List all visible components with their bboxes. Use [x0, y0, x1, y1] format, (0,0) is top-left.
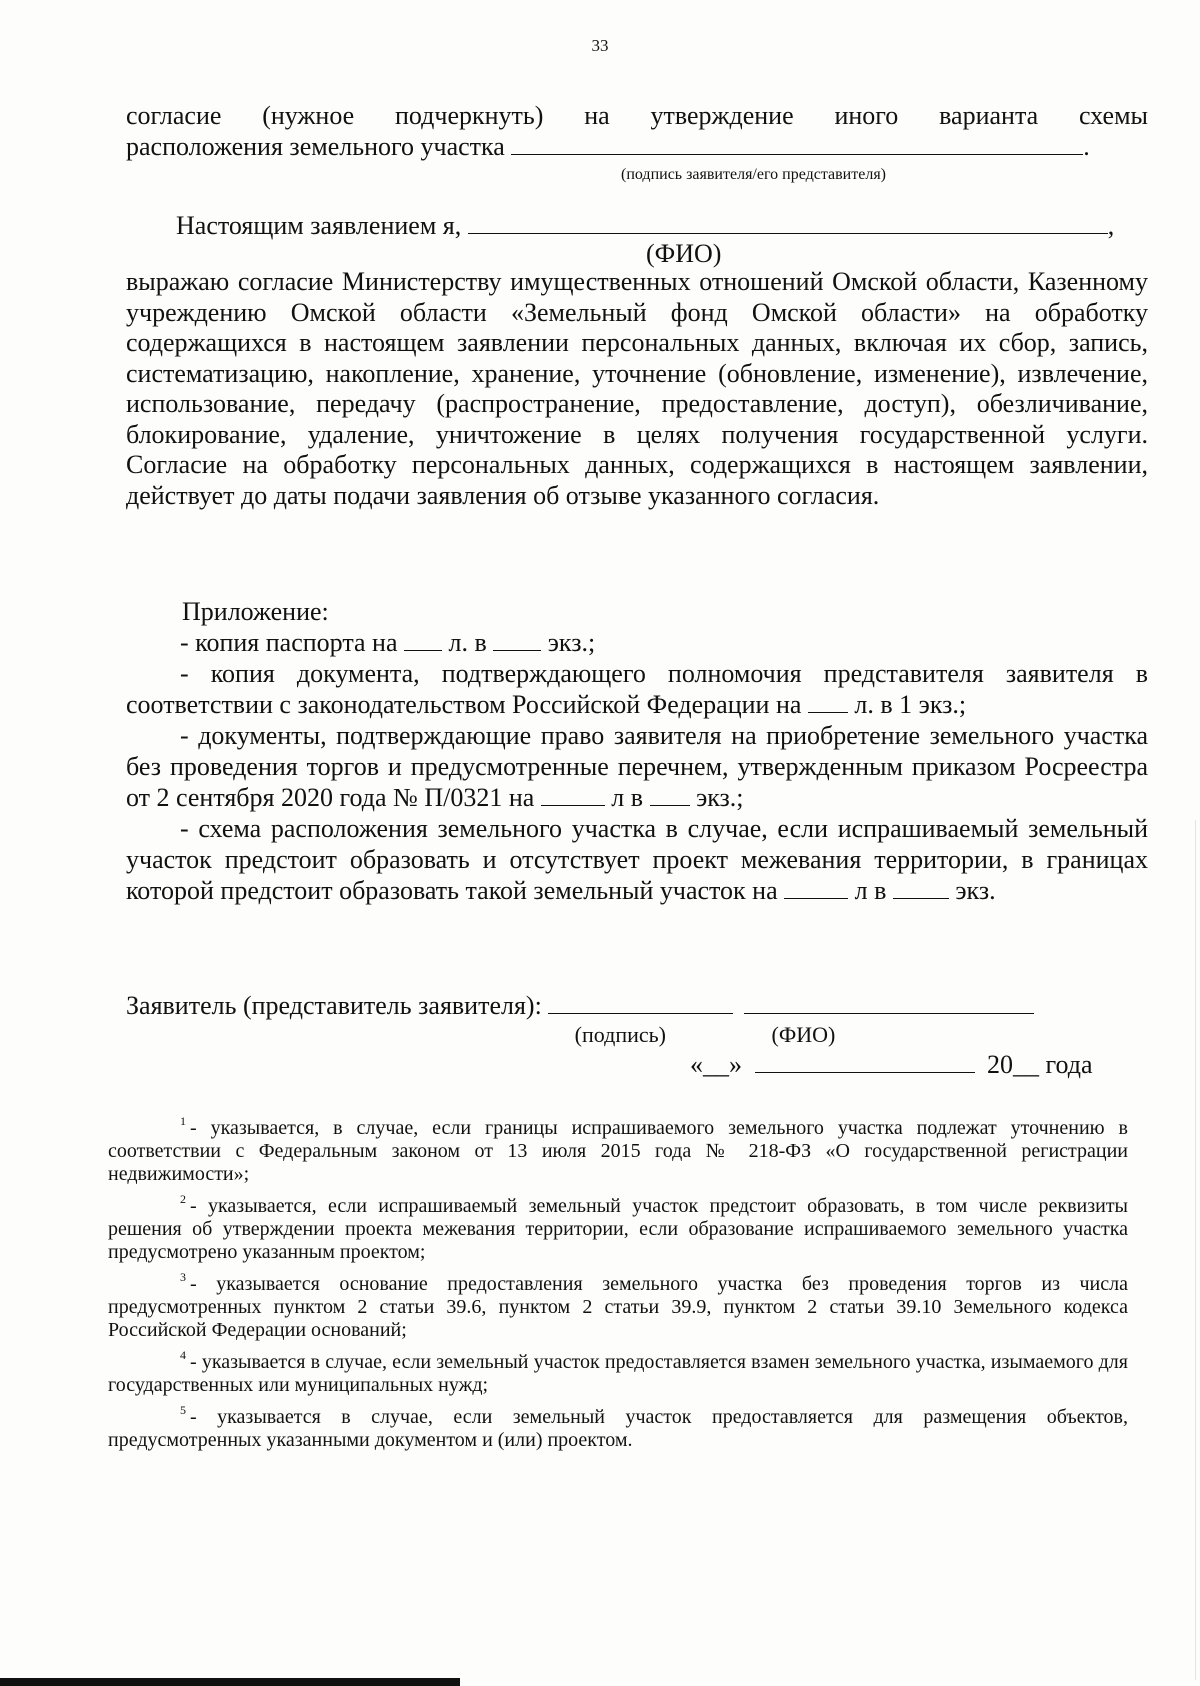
- attachment-item-scheme-copies: экз.: [955, 876, 996, 905]
- attachment-item-authority-text: - копия документа, подтверждающего полномочия представителя заявителя в соответствии с законодательством Российской Федерации на: [126, 659, 1148, 719]
- copies-blank[interactable]: [650, 783, 690, 806]
- date-year-prefix: 20__: [987, 1050, 1039, 1079]
- attachments-block: [126, 596, 1148, 906]
- signature-caption: (подпись заявителя/его представителя): [621, 166, 887, 183]
- attachment-item-passport-text: - копия паспорта на: [180, 628, 398, 657]
- copies-blank[interactable]: [493, 628, 541, 651]
- attachment-item-rights-text: - документы, подтверждающие право заявителя на приобретение земельного участка без проведения торгов и предусмотренные перечнем, утвержденным приказом Росреестра от 2 сентября 2020 года № П/0321 на: [126, 721, 1148, 812]
- consent-scheme-block: [126, 100, 1148, 190]
- attachment-item-rights-copies: экз.;: [696, 783, 744, 812]
- fio-caption: (ФИО): [646, 239, 722, 268]
- signature-captions: [126, 1021, 1148, 1049]
- date-month-blank[interactable]: [755, 1050, 975, 1073]
- signature-label: Заявитель (представитель заявителя):: [126, 991, 542, 1020]
- footnote-text: - указывается в случае, если земельный участок предоставляется взамен земельного участка, изымаемого для государственных или муниципальных нужд;: [108, 1351, 1128, 1396]
- footnote: [108, 1344, 1128, 1397]
- attachment-item-passport: [126, 627, 1148, 658]
- footnote-number: 4: [180, 1348, 186, 1362]
- footnote: [108, 1266, 1128, 1342]
- sheets-blank[interactable]: [404, 628, 442, 651]
- scan-edge-line: [1195, 820, 1196, 1680]
- podpis-caption: (подпись): [574, 1022, 666, 1047]
- sheets-blank[interactable]: [808, 690, 848, 713]
- footnote-number: 3: [180, 1270, 186, 1284]
- attachment-item-rights: [126, 720, 1148, 813]
- statement-block: [126, 210, 1148, 511]
- footnote: [108, 1399, 1128, 1452]
- attachment-item-scheme-sheets: л в: [854, 876, 887, 905]
- signature-blank[interactable]: [511, 132, 1083, 155]
- footnote: [108, 1110, 1128, 1186]
- scan-bottom-edge: [0, 1678, 460, 1686]
- statement-intro-row: Настоящим заявлением я, ,: [176, 211, 1115, 240]
- fio-blank[interactable]: [744, 991, 1034, 1014]
- date-row: [126, 1049, 1148, 1080]
- footnote-text: - указывается основание предоставления земельного участка без проведения торгов из числа предусмотренных пунктом 2 статьи 39.6, пунктом 2 статьи 39.9, пунктом 2 статьи 39.10 Земельного кодекса Российской Федерации оснований;: [108, 1273, 1128, 1341]
- date-year-suffix: года: [1045, 1050, 1093, 1079]
- fio-blank[interactable]: [468, 211, 1108, 234]
- footnote: [108, 1188, 1128, 1264]
- attachment-item-authority: [126, 658, 1148, 720]
- date-day: «__»: [690, 1050, 742, 1079]
- fio-caption: (ФИО): [771, 1022, 836, 1047]
- footnotes: [108, 1110, 1128, 1452]
- footnote-text: - указывается в случае, если земельный участок предоставляется для размещения объектов, предусмотренных указанными документом и (или) проектом.: [108, 1406, 1128, 1451]
- footnote-number: 2: [180, 1192, 186, 1206]
- consent-scheme-line1: согласие (нужное подчеркнуть) на утверждение иного варианта схемы: [126, 101, 1148, 130]
- attachments-heading: Приложение:: [182, 597, 329, 626]
- footnote-number: 5: [180, 1403, 186, 1417]
- consent-text: выражаю согласие Министерству имущественных отношений Омской области, Казенному учреждению Омской области «Земельный фонд Омской области» на обработку содержащихся в настоящем заявлении персональных данных, включая их сбор, запись, систематизацию, накопление, хранение, уточнение (обновление, изменение), извлечение, использование, передачу (распространение, предоставление, доступ), обезличивание, блокирование, удаление, уничтожение в целях получения государственной услуги. Согласие на обработку персональных данных, содержащихся в настоящем заявлении, действует до даты подачи заявления об отзыве указанного согласия.: [126, 267, 1148, 510]
- attachment-item-passport-copies: экз.;: [547, 628, 596, 657]
- attachment-item-authority-tail: л. в 1 экз.;: [854, 690, 967, 719]
- footnote-text: - указывается, если испрашиваемый земельный участок предстоит образовать, в том числе реквизиты решения об утверждении проекта межевания территории, если образование испрашиваемого земельного участка предусмотрено указанным проектом;: [108, 1195, 1128, 1263]
- signature-row: [126, 990, 1148, 1021]
- consent-scheme-line2-row: расположения земельного участка .: [126, 132, 1090, 161]
- consent-scheme-line2: расположения земельного участка: [126, 132, 505, 161]
- copies-blank[interactable]: [893, 876, 949, 899]
- signature-blank[interactable]: [548, 991, 733, 1014]
- sheets-blank[interactable]: [541, 783, 605, 806]
- attachment-item-rights-sheets: л в: [611, 783, 644, 812]
- statement-intro: Настоящим заявлением я,: [176, 211, 462, 240]
- attachment-item-scheme: [126, 813, 1148, 906]
- attachment-item-passport-sheets: л. в: [448, 628, 487, 657]
- footnote-text: - указывается, в случае, если границы испрашиваемого земельного участка подлежат уточнению в соответствии с Федеральным законом от 13 июля 2015 года № 218-ФЗ «О государственной регистрации недвижимости»;: [108, 1117, 1128, 1185]
- attachment-item-scheme-text: - схема расположения земельного участка в случае, если испрашиваемый земельный участок предстоит образовать и отсутствует проект межевания территории, в границах которой предстоит образовать такой земельный участок на: [126, 814, 1148, 905]
- page-number: 33: [591, 36, 609, 55]
- sheets-blank[interactable]: [784, 876, 848, 899]
- signature-block: [126, 990, 1148, 1080]
- footnote-number: 1: [180, 1114, 186, 1128]
